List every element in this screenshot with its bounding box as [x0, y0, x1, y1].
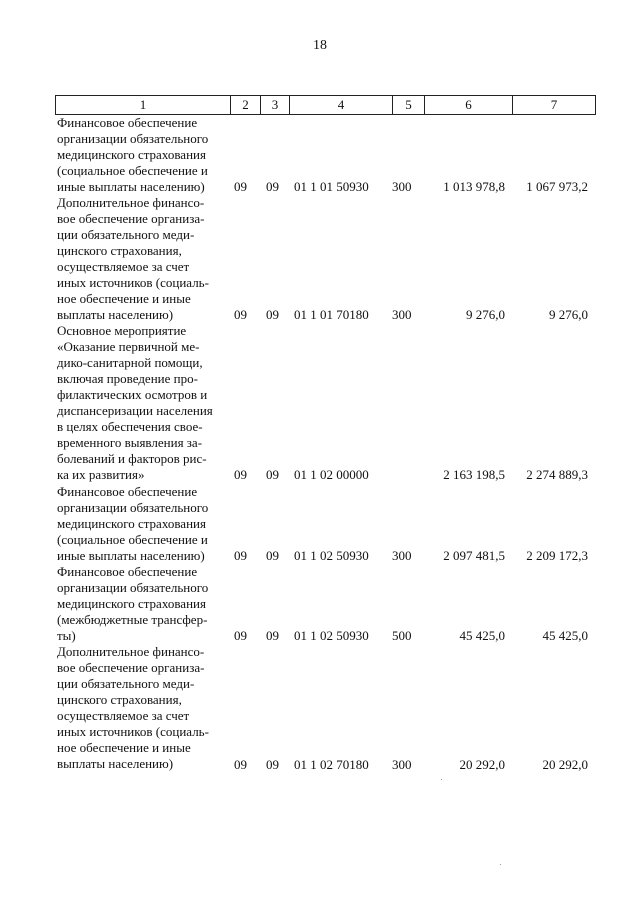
row-target-code: 01 1 02 50930 — [294, 628, 369, 643]
row-amount-7: 2 209 172,3 — [526, 548, 588, 563]
row-expense-type: 300 — [392, 757, 412, 772]
row-expense-type: 300 — [392, 307, 412, 322]
row-amount-6: 1 013 978,8 — [443, 179, 505, 194]
row-target-code: 01 1 02 70180 — [294, 757, 369, 772]
row-description: Основное мероприятие «Оказание первичной ме- дико-санитарной помощи, включая проведение про- филактических осмотров и диспансеризации населения в целях обеспечения свое- временного выявления за- болеваний и факторов рис- ка их развития» — [57, 323, 213, 482]
row-section: 09 — [234, 467, 247, 482]
row-section: 09 — [234, 179, 247, 194]
row-section: 09 — [234, 757, 247, 772]
row-description: Дополнительное финансо- вое обеспечение организа- ции обязательного меди- цинского страхования, осуществляемое за счет иных источников (социаль- ное обеспечение и иные выплаты населению) — [57, 195, 209, 322]
row-subsection: 09 — [266, 307, 279, 322]
row-subsection: 09 — [266, 179, 279, 194]
row-description: Финансовое обеспечение организации обязательного медицинского страхования (межбюджетные трансфер- ты) — [57, 564, 209, 643]
row-amount-6: 2 163 198,5 — [443, 467, 505, 482]
row-amount-7: 1 067 973,2 — [526, 179, 588, 194]
row-expense-type: 300 — [392, 179, 412, 194]
page-number: 18 — [313, 38, 327, 53]
scan-speck — [441, 779, 442, 780]
row-target-code: 01 1 01 50930 — [294, 179, 369, 194]
row-target-code: 01 1 02 50930 — [294, 548, 369, 563]
row-amount-6: 45 425,0 — [459, 628, 505, 643]
row-target-code: 01 1 02 00000 — [294, 467, 369, 482]
header-col-3: 3 — [260, 95, 290, 115]
row-expense-type: 300 — [392, 548, 412, 563]
row-amount-6: 9 276,0 — [466, 307, 505, 322]
scan-speck — [500, 864, 501, 865]
row-amount-6: 20 292,0 — [459, 757, 505, 772]
row-expense-type: 500 — [392, 628, 412, 643]
header-col-1: 1 — [55, 95, 231, 115]
row-subsection: 09 — [266, 467, 279, 482]
header-col-2: 2 — [230, 95, 261, 115]
row-target-code: 01 1 01 70180 — [294, 307, 369, 322]
row-amount-7: 20 292,0 — [542, 757, 588, 772]
row-subsection: 09 — [266, 628, 279, 643]
row-amount-7: 9 276,0 — [549, 307, 588, 322]
header-col-6: 6 — [424, 95, 513, 115]
row-description: Финансовое обеспечение организации обязательного медицинского страхования (социальное обеспечение и иные выплаты населению) — [57, 484, 209, 563]
row-amount-6: 2 097 481,5 — [443, 548, 505, 563]
row-section: 09 — [234, 628, 247, 643]
row-description: Финансовое обеспечение организации обязательного медицинского страхования (социальное обеспечение и иные выплаты населению) — [57, 115, 209, 194]
row-subsection: 09 — [266, 757, 279, 772]
row-section: 09 — [234, 548, 247, 563]
header-col-4: 4 — [289, 95, 393, 115]
row-description: Дополнительное финансо- вое обеспечение организа- ции обязательного меди- цинского страхования, осуществляемое за счет иных источников (социаль- ное обеспечение и иные выплаты населению) — [57, 644, 209, 771]
row-subsection: 09 — [266, 548, 279, 563]
row-section: 09 — [234, 307, 247, 322]
header-col-7: 7 — [512, 95, 596, 115]
row-amount-7: 45 425,0 — [542, 628, 588, 643]
row-amount-7: 2 274 889,3 — [526, 467, 588, 482]
header-col-5: 5 — [392, 95, 425, 115]
